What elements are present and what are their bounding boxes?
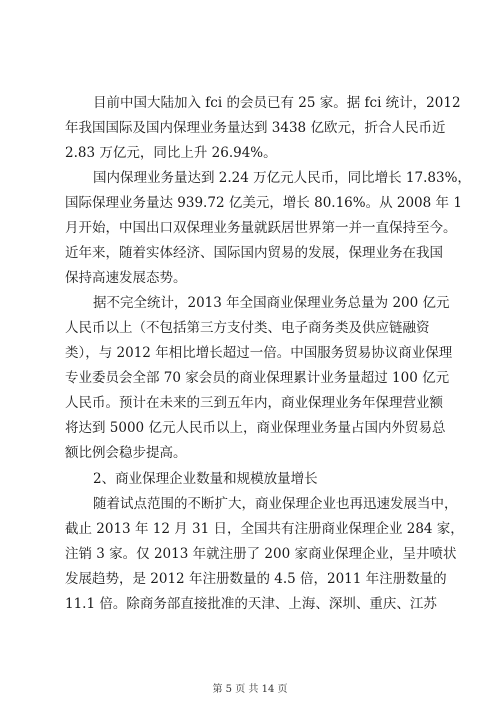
text-line: 目前中国大陆加入 fci 的会员已有 25 家。据 fci 统计，2012	[93, 95, 461, 111]
section-heading: 2、商业保理企业数量和规模放量增长	[93, 471, 318, 487]
text-line: 人民币以上（不包括第三方支付类、电子商务类及供应链融资	[65, 320, 430, 336]
text-line: 发展趋势，是 2012 年注册数量的 4.5 倍，2011 年注册数量的	[65, 571, 447, 587]
text-line: 额比例会稳步提高。	[65, 445, 187, 461]
text-line: 截止 2013 年 12 月 31 日，全国共有注册商业保理企业 284 家，	[65, 521, 464, 537]
text-line: 国内保理业务量达到 2.24 万亿元人民币，同比增长 17.83%，	[93, 170, 471, 186]
text-line: 类），与 2012 年相比增长超过一倍。中国服务贸易协议商业保理	[65, 345, 453, 361]
text-line: 据不完全统计，2013 年全国商业保理业务总量为 200 亿元	[93, 295, 450, 311]
text-line: 年我国国际及国内保理业务量达到 3438 亿欧元，折合人民币近	[65, 120, 446, 136]
page-footer: 第 5 页 共 14 页	[212, 684, 288, 695]
text-line: 随着试点范围的不断扩大，商业保理企业也再迅速发展当中，	[93, 496, 458, 512]
text-line: 专业委员会全部 70 家会员的商业保理累计业务量超过 100 亿元	[65, 370, 450, 386]
text-line: 2.83 万亿元，同比上升 26.94%。	[65, 145, 277, 161]
text-line: 国际保理业务量达 939.72 亿美元，增长 80.16%。从 2008 年 1	[65, 195, 462, 211]
text-line: 11.1 倍。除商务部直接批准的天津、上海、深圳、重庆、江苏	[65, 596, 437, 612]
text-line: 月开始，中国出口双保理业务量就跃居世界第一并一直保持至今。	[65, 220, 457, 236]
text-line: 人民币。预计在未来的三到五年内，商业保理业务年保理营业额	[65, 395, 443, 411]
text-line: 保持高速发展态势。	[65, 270, 187, 286]
text-line: 近年来，随着实体经济、国际国内贸易的发展，保理业务在我国	[65, 245, 443, 261]
text-line: 注销 3 家。仅 2013 年就注册了 200 家商业保理企业，呈井喷状	[65, 546, 457, 562]
text-line: 将达到 5000 亿元人民币以上，商业保理业务量占国内外贸易总	[65, 420, 446, 436]
